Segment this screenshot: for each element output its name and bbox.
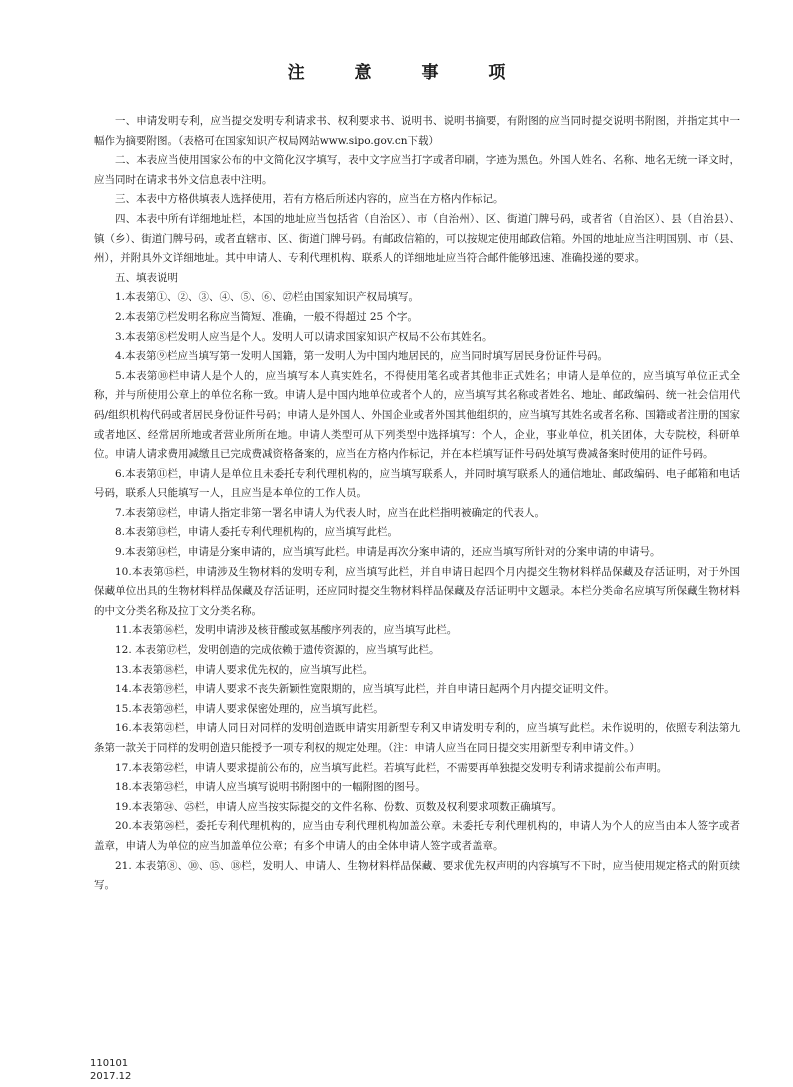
paragraph: 19.本表第㉔、㉕栏，申请人应当按实际提交的文件名称、份数、页数及权利要求项数正确填写。: [115, 800, 563, 813]
paragraph: 1.本表第①、②、③、④、⑤、⑥、㉗栏由国家知识产权局填写。: [115, 291, 420, 304]
paragraph: 14.本表第⑲栏，申请人要求不丧失新颖性宽限期的，应当填写此栏，并自申请日起两个月内提交证明文件。: [115, 683, 615, 696]
paragraph: 10.本表第⑮栏，申请涉及生物材料的发明专利，应当填写此栏，并自申请日起四个月内提交生物材料样品保藏及存活证明，对于外国保藏单位出具的生物材料样品保藏及存活证明，还应同时提交生物材料样品保藏及存活证明中文题录。本栏分类命名应填写所保藏生物材料的中文分类名称及拉丁文分类名称。: [94, 565, 740, 617]
paragraph: 2.本表第⑦栏发明名称应当简短、准确，一般不得超过 25 个字。: [115, 310, 419, 323]
paragraph: 21. 本表第⑧、⑩、⑮、⑱栏，发明人、申请人、生物材料样品保藏、要求优先权声明的内容填写不下时，应当使用规定格式的附页续写。: [94, 859, 740, 892]
form-date: 2017.12: [90, 1071, 132, 1082]
paragraph: 16.本表第㉑栏，申请人同日对同样的发明创造既申请实用新型专利又申请发明专利的，应当填写此栏。未作说明的，依照专利法第九条第一款关于同样的发明创造只能授予一项专利权的规定处理。（注：申请人应当在同日提交实用新型专利申请文件。）: [94, 722, 740, 754]
section-heading: 五、填表说明: [115, 271, 178, 284]
paragraph: 5.本表第⑩栏申请人是个人的，应当填写本人真实姓名，不得使用笔名或者其他非正式姓名；申请人是单位的，应当填写单位正式全称，并与所使用公章上的单位名称一致。申请人是中国内地单位或者个人的，应当填写其名称或者姓名、地址、邮政编码、统一社会信用代码/组织机构代码或者居民身份证件号码；申请人是外国人、外国企业或者外国其他组织的，应当填写其姓名或者名称、国籍或者注册的国家或者地区、经常居所地或者营业所所在地。申请人类型可从下列类型中选择填写：个人，企业，事业单位，机关团体，大专院校，科研单位。申请人请求费用减缴且已完成费减资格备案的，应当在方格内作标记，并在本栏填写证件号码处填写费减备案时使用的证件号码。: [94, 369, 740, 461]
notice-body: [94, 112, 740, 896]
paragraph: 9.本表第⑭栏，申请是分案申请的，应当填写此栏。申请是再次分案申请的，还应当填写所针对的分案申请的申请号。: [115, 546, 661, 559]
paragraph: 20.本表第㉖栏，委托专利代理机构的，应当由专利代理机构加盖公章。未委托专利代理机构的，申请人为个人的应当由本人签字或者盖章，申请人为单位的应当加盖单位公章；有多个申请人的由全体申请人签字或者盖章。: [94, 820, 740, 852]
paragraph: 6.本表第⑪栏，申请人是单位且未委托专利代理机构的，应当填写联系人，并同时填写联系人的通信地址、邮政编码、电子邮箱和电话号码，联系人只能填写一人，且应当是本单位的工作人员。: [94, 467, 740, 500]
paragraph: 8.本表第⑬栏，申请人委托专利代理机构的，应当填写此栏。: [115, 526, 399, 539]
paragraph: 13.本表第⑱栏，申请人要求优先权的，应当填写此栏。: [115, 663, 374, 676]
paragraph: 18.本表第㉓栏，申请人应当填写说明书附图中的一幅附图的图号。: [115, 781, 426, 794]
paragraph: 3.本表第⑧栏发明人应当是个人。发明人可以请求国家知识产权局不公布其姓名。: [115, 330, 493, 343]
paragraph: 15.本表第⑳栏，申请人要求保密处理的，应当填写此栏。: [115, 702, 384, 715]
paragraph: 4.本表第⑨栏应当填写第一发明人国籍，第一发明人为中国内地居民的，应当同时填写居民身份证件号码。: [115, 350, 609, 363]
paragraph: 四、本表中所有详细地址栏，本国的地址应当包括省（自治区）、市（自治州）、区、街道门牌号码，或者省（自治区）、县（自治县）、镇（乡）、街道门牌号码，或者直辖市、区、街道门牌号码。有邮政信箱的，可以按规定使用邮政信箱。外国的地址应当注明国别、市（县、州），并附具外文详细地址。其中申请人、专利代理机构、联系人的详细地址应当符合邮件能够迅速、准确投递的要求。: [94, 212, 740, 265]
paragraph: 二、本表应当使用国家公布的中文简化汉字填写，表中文字应当打字或者印刷，字迹为黑色。外国人姓名、名称、地名无统一译文时，应当同时在请求书外文信息表中注明。: [94, 154, 740, 186]
paragraph: 三、本表中方格供填表人选择使用，若有方格后所述内容的，应当在方格内作标记。: [115, 193, 504, 206]
form-code: 110101: [90, 1058, 129, 1069]
page-title: 注 意 事 项: [287, 63, 528, 83]
paragraph: 11.本表第⑯栏，发明申请涉及核苷酸或氨基酸序列表的，应当填写此栏。: [115, 624, 458, 637]
paragraph: 7.本表第⑫栏，申请人指定非第一署名申请人为代表人时，应当在此栏指明被确定的代表人。: [115, 506, 546, 519]
paragraph: 17.本表第㉒栏，申请人要求提前公布的，应当填写此栏。若填写此栏，不需要再单独提交发明专利请求提前公布声明。: [115, 761, 668, 774]
paragraph: 12. 本表第⑰栏，发明创造的完成依赖于遗传资源的，应当填写此栏。: [115, 644, 440, 657]
form-footer: [90, 1057, 131, 1083]
paragraph: 一、申请发明专利，应当提交发明专利请求书、权利要求书、说明书、说明书摘要，有附图的应当同时提交说明书附图，并指定其中一幅作为摘要附图。（表格可在国家知识产权局网站www.sipo.gov.cn下载）: [94, 115, 740, 147]
